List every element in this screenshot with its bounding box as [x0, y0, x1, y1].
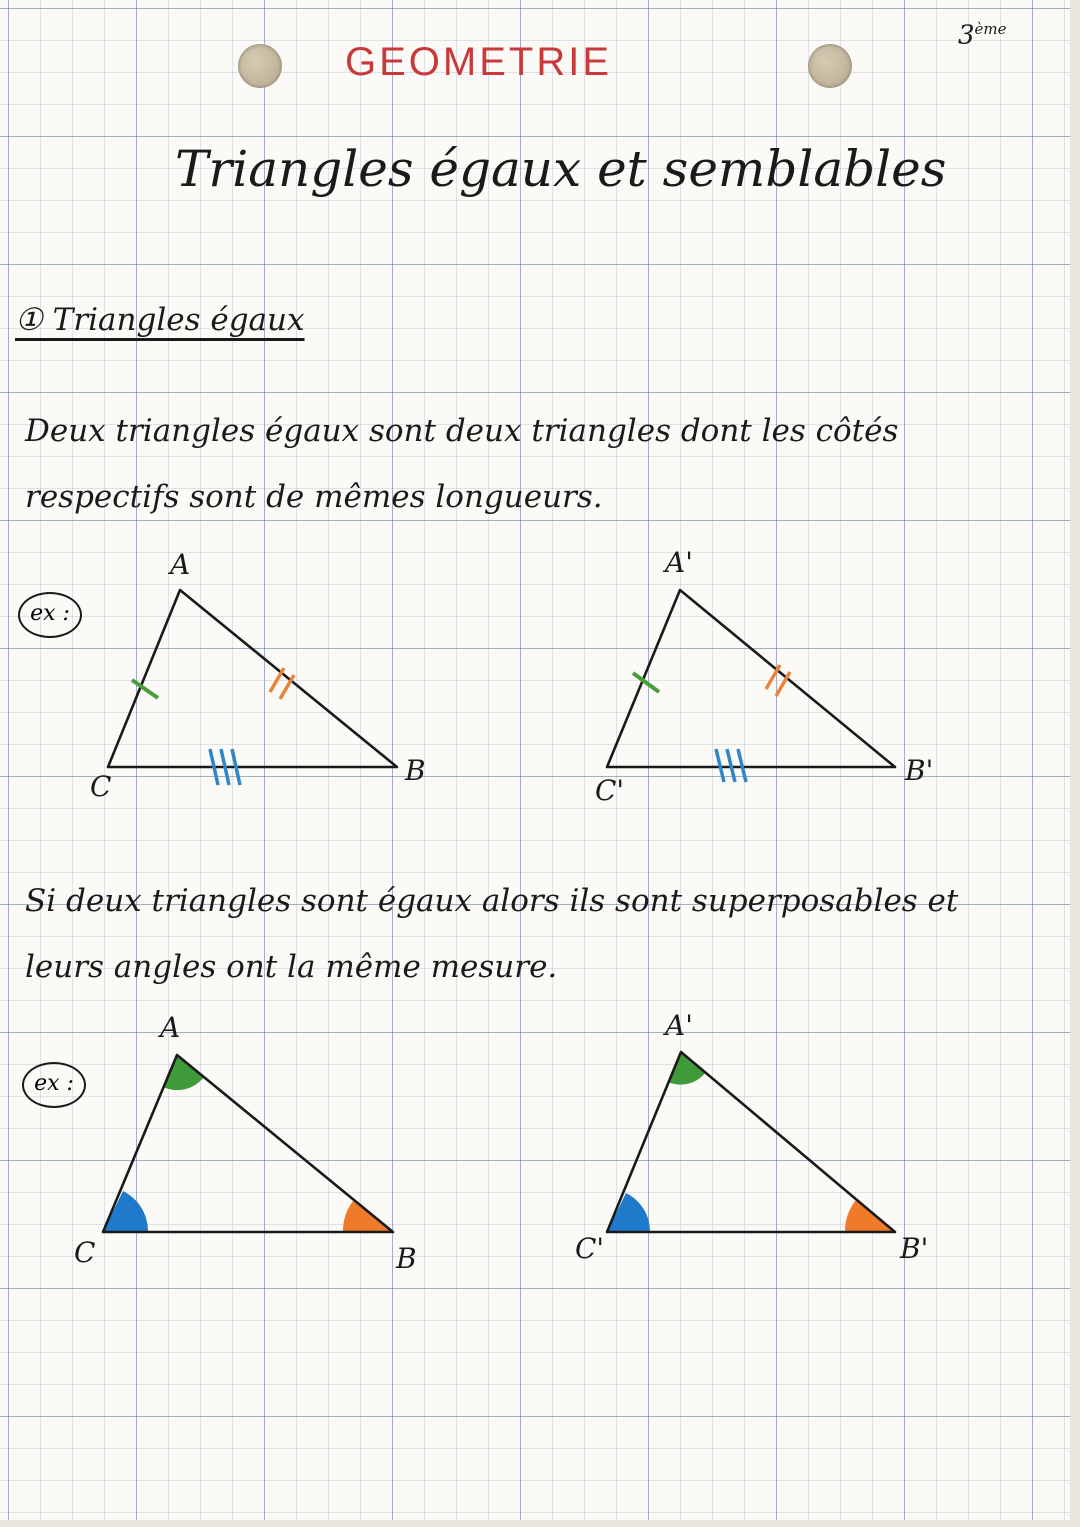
triangle-a1b1c1-sides — [595, 546, 933, 807]
triangle-a1b1c1-angles — [575, 1009, 928, 1265]
grade-base: 3 — [958, 20, 975, 51]
triangle-a1b1c1-outline — [607, 590, 895, 767]
label-A-prime: A' — [665, 546, 693, 579]
triangle-abc-sides — [90, 548, 426, 803]
label-C-prime: C' — [595, 774, 625, 807]
label-C-prime-2: C' — [575, 1232, 605, 1265]
ticks-b1c1 — [716, 749, 746, 782]
triangle-a1b1c1-outline-2 — [607, 1052, 895, 1232]
angle-C-fill — [103, 1191, 148, 1232]
label-B-prime-2: B' — [900, 1232, 929, 1265]
ticks-bc — [210, 749, 240, 785]
label-A-prime-2: A' — [665, 1009, 693, 1042]
label-C: C — [90, 770, 112, 803]
label-A: A — [170, 548, 191, 581]
page-title: GEOMETRIE — [345, 40, 613, 84]
ticks-ab — [270, 668, 294, 699]
definition-paragraph: Deux triangles égaux sont deux triangles dont les côtés respectifs sont de mêmes longueurs. — [25, 413, 899, 515]
grade-suffix: ème — [974, 20, 1007, 38]
ticks-a1b1 — [766, 665, 790, 696]
property-paragraph: Si deux triangles sont égaux alors ils sont superposables et leurs angles ont la même mesure. — [25, 883, 959, 985]
label-B-prime: B' — [905, 754, 934, 787]
label-C-2: C — [74, 1236, 96, 1269]
label-B-2: B — [396, 1242, 417, 1275]
example-badge-1: ex : — [18, 592, 82, 638]
triangle-abc-angles — [74, 1011, 417, 1275]
triangle-abc-outline-2 — [103, 1055, 393, 1232]
label-A-2: A — [160, 1011, 181, 1044]
label-B: B — [405, 754, 426, 787]
angle-C-prime-fill — [607, 1193, 650, 1232]
main-title: Triangles égaux et semblables — [175, 140, 947, 198]
tick-a1c1 — [633, 673, 659, 692]
triangle-abc-outline — [108, 590, 397, 767]
section-title: ① Triangles égaux — [15, 302, 305, 338]
example-badge-2: ex : — [22, 1062, 86, 1108]
